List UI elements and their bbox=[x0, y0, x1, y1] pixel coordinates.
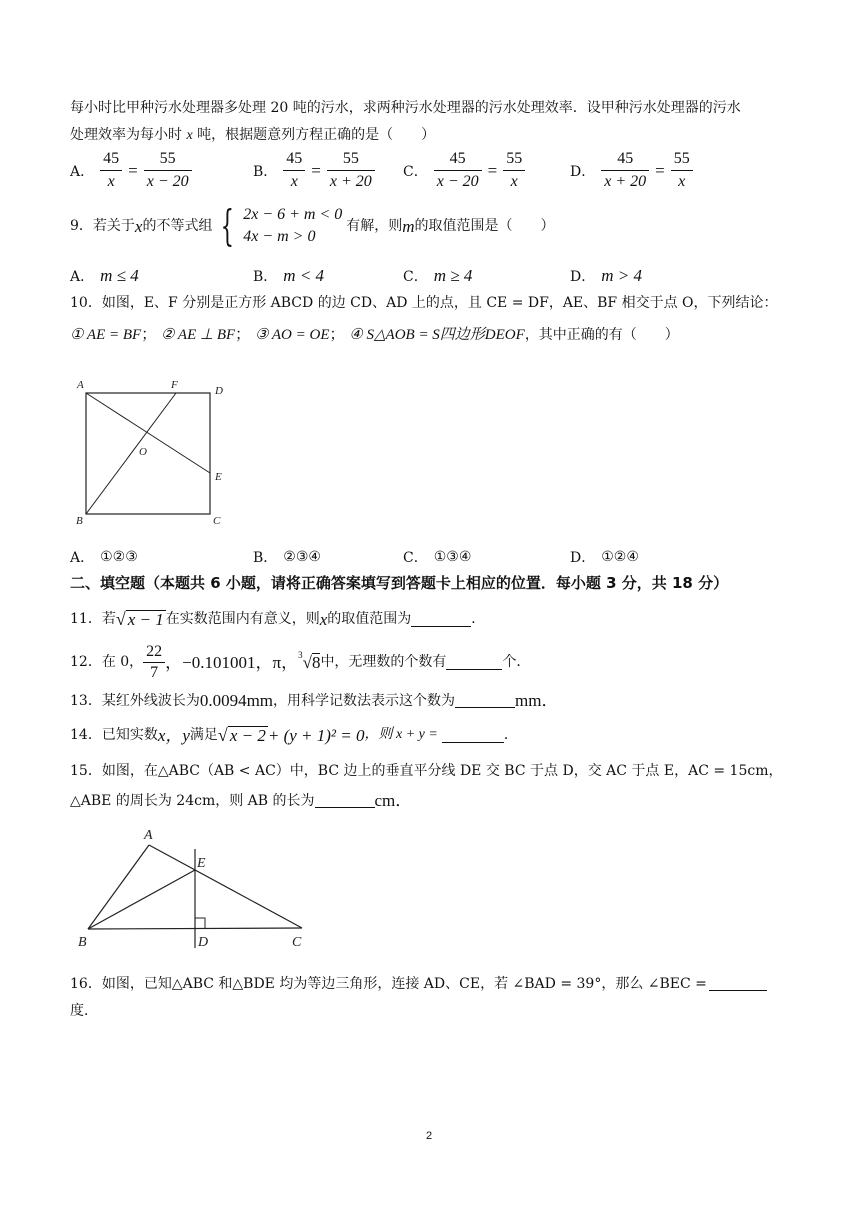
label-a: A bbox=[77, 379, 84, 391]
q11-var-x: x bbox=[319, 609, 328, 629]
option-label: C． bbox=[403, 163, 428, 180]
radical-icon: √ bbox=[302, 652, 312, 672]
label-d: D bbox=[215, 385, 223, 397]
q15-unit: cm． bbox=[374, 791, 413, 810]
q15-line2 bbox=[70, 792, 412, 809]
numerator: 45 bbox=[283, 150, 305, 171]
q13-unit: mm． bbox=[515, 691, 559, 710]
radical-icon: √ bbox=[115, 609, 126, 629]
label-e: E bbox=[197, 856, 206, 871]
q14-radicand: x − 2 bbox=[229, 726, 266, 745]
label-e: E bbox=[215, 471, 222, 483]
option-value: m < 4 bbox=[283, 266, 325, 285]
q9-var-m: m bbox=[402, 216, 415, 236]
conclusion-2: ② AE ⊥ BF bbox=[161, 327, 236, 343]
q9-option-c[interactable] bbox=[403, 266, 472, 286]
q11-post: 的取值范围为 bbox=[327, 611, 412, 627]
numerator: 55 bbox=[503, 150, 525, 171]
equals-sign: = bbox=[487, 160, 498, 180]
q9-pre: 9．若关于 bbox=[70, 218, 135, 234]
q11 bbox=[70, 610, 485, 628]
q12-post: 中，无理数的个数有 bbox=[320, 654, 447, 670]
section-heading: 二、填空题（本题共 6 小题，请将正确答案填写到答题卡上相应的位置．每小题 3 分，共 18 分） bbox=[70, 574, 729, 592]
option-value: ①③④ bbox=[433, 549, 472, 565]
q11-end: ． bbox=[471, 611, 486, 627]
option-value: m > 4 bbox=[601, 266, 642, 285]
label-o: O bbox=[139, 446, 147, 458]
brace-icon: { bbox=[221, 201, 235, 250]
numerator: 55 bbox=[144, 150, 192, 171]
label-d: D bbox=[198, 935, 209, 950]
answer-blank[interactable] bbox=[446, 655, 502, 670]
q11-mid: 在实数范围内有意义，则 bbox=[165, 611, 320, 627]
q16-line1 bbox=[70, 976, 767, 991]
q8-option-d[interactable] bbox=[570, 150, 693, 191]
q10-option-a[interactable] bbox=[70, 547, 138, 567]
denominator: x bbox=[290, 173, 298, 190]
numerator: 45 bbox=[434, 150, 482, 171]
q13 bbox=[70, 692, 558, 709]
separator: ； bbox=[141, 325, 157, 343]
q16-line1-pre: 16．如图，已知△ABC 和△BDE 均为等边三角形，连接 AD、CE，若 ∠BAD = 39°，那么 ∠BEC = bbox=[70, 975, 707, 992]
separator: ； bbox=[235, 325, 251, 343]
q14-end: ． bbox=[503, 727, 518, 743]
q12-radicand: 8 bbox=[311, 653, 321, 672]
option-label: A． bbox=[70, 163, 95, 180]
q10-tail: ，其中正确的有（ ） bbox=[524, 327, 679, 343]
q8-line2-post: 吨，根据题意列方程正确的是（ ） bbox=[192, 127, 436, 143]
q11-pre: 11．若 bbox=[70, 611, 116, 627]
segment-be bbox=[88, 870, 195, 929]
q13-mid: ，用科学记数法表示这个数为 bbox=[273, 692, 456, 709]
answer-blank[interactable] bbox=[709, 976, 767, 991]
denominator: x + 20 bbox=[604, 173, 647, 190]
denominator: x bbox=[678, 173, 686, 190]
fraction bbox=[671, 150, 693, 191]
q9-options bbox=[70, 266, 790, 286]
q10-option-d[interactable] bbox=[570, 547, 639, 567]
q10-stem-line1: 10．如图，E、F 分别是正方形 ABCD 的边 CD、AD 上的点，且 CE = DF，AE、BF 相交于点 O，下列结论： bbox=[70, 295, 778, 311]
q9-option-b[interactable] bbox=[253, 266, 324, 286]
denominator: 7 bbox=[150, 663, 159, 681]
equals-sign: = bbox=[128, 160, 138, 180]
numerator: 22 bbox=[143, 644, 165, 663]
denominator: x bbox=[107, 173, 115, 190]
fraction bbox=[503, 150, 525, 191]
q8-option-a[interactable] bbox=[70, 150, 192, 191]
q9-mid: 的不等式组 bbox=[142, 218, 213, 234]
label-a: A bbox=[144, 828, 153, 843]
option-label: D． bbox=[570, 163, 596, 180]
q10-option-b[interactable] bbox=[253, 547, 321, 567]
option-label: C． bbox=[403, 269, 428, 285]
denominator: x bbox=[510, 173, 518, 190]
label-c: C bbox=[292, 935, 302, 950]
q9-stem bbox=[70, 203, 555, 249]
q13-pre: 13．某红外线波长为 bbox=[70, 692, 200, 709]
q14-mid: 满足 bbox=[189, 727, 218, 743]
q8-options bbox=[70, 150, 790, 190]
option-label: A． bbox=[70, 269, 95, 285]
answer-blank[interactable] bbox=[442, 728, 504, 743]
q14 bbox=[70, 726, 518, 744]
inequality-system bbox=[243, 207, 342, 245]
numerator: 55 bbox=[671, 150, 693, 171]
q15-line2-pre: △ABE 的周长为 24cm，则 AB 的长为 bbox=[70, 792, 315, 809]
option-label: B． bbox=[253, 550, 278, 566]
q8-var-x: x bbox=[186, 128, 193, 143]
fraction bbox=[100, 150, 122, 191]
option-label: C． bbox=[403, 550, 428, 566]
q12-end: 个． bbox=[502, 654, 531, 670]
inequality-1: 2x − 6 + m < 0 bbox=[243, 206, 343, 223]
q8-line2-pre: 处理效率为每小时 bbox=[70, 127, 187, 143]
q10-conclusions bbox=[70, 327, 679, 343]
numerator: 45 bbox=[100, 150, 122, 171]
option-value: ①②③ bbox=[100, 549, 138, 565]
q9-post: 有解，则 bbox=[346, 218, 403, 234]
option-value: m ≥ 4 bbox=[433, 266, 473, 285]
page-number: 2 bbox=[426, 1130, 433, 1142]
fraction bbox=[283, 150, 305, 191]
square-abcd bbox=[86, 393, 210, 514]
numerator: 55 bbox=[327, 150, 375, 171]
option-label: B． bbox=[253, 163, 278, 180]
q15-triangle-figure bbox=[70, 824, 320, 954]
segment-bf bbox=[86, 393, 176, 514]
q10-option-c[interactable] bbox=[403, 547, 471, 567]
q14-pre: 14．已知实数 bbox=[70, 727, 158, 743]
root-index: 3 bbox=[298, 649, 303, 660]
option-label: D． bbox=[570, 550, 596, 566]
segment-ac bbox=[149, 845, 302, 928]
q16-line2: 度． bbox=[70, 1003, 98, 1019]
label-f: F bbox=[171, 379, 178, 391]
option-value: ②③④ bbox=[283, 549, 321, 565]
label-c: C bbox=[213, 515, 221, 527]
segment-ae bbox=[86, 393, 210, 473]
right-angle-mark bbox=[195, 918, 205, 928]
fraction bbox=[144, 150, 192, 191]
answer-blank[interactable] bbox=[455, 693, 515, 708]
separator: ； bbox=[329, 325, 345, 343]
q10-square-figure bbox=[70, 372, 240, 532]
q8-text-line2 bbox=[70, 128, 435, 143]
answer-blank[interactable] bbox=[315, 793, 375, 808]
segment-ab bbox=[88, 845, 149, 929]
fraction bbox=[143, 644, 165, 681]
fraction bbox=[327, 150, 375, 191]
equals-sign: = bbox=[311, 160, 321, 180]
q15-line1: 15．如图，在△ABC（AB < AC）中，BC 边上的垂直平分线 DE 交 BC 于点 D，交 AC 于点 E，AC = 15cm， bbox=[70, 763, 783, 779]
q12-pre: 12．在 0， bbox=[70, 654, 144, 670]
q11-radicand: x − 1 bbox=[127, 610, 164, 629]
conclusion-3: ③ AO = OE bbox=[254, 327, 330, 343]
q13-value: 0.0094mm bbox=[199, 691, 274, 710]
conclusion-1: ① AE = BF bbox=[70, 327, 142, 343]
conclusion-4: ④ S△AOB = S四边形DEOF bbox=[349, 327, 525, 343]
q14-vars: x，y bbox=[157, 725, 190, 745]
option-value: m ≤ 4 bbox=[100, 266, 139, 285]
fraction bbox=[601, 150, 649, 191]
q12-items: ，−0.101001，π， bbox=[165, 652, 299, 672]
q8-option-c[interactable] bbox=[403, 150, 525, 191]
radical-icon: √ bbox=[217, 725, 228, 745]
option-label: D． bbox=[570, 269, 596, 285]
q8-option-b[interactable] bbox=[253, 150, 375, 191]
q14-equation: + (y + 1)² = 0 bbox=[267, 725, 365, 745]
option-label: B． bbox=[253, 269, 278, 285]
option-label: A． bbox=[70, 550, 95, 566]
denominator: x − 20 bbox=[436, 173, 479, 190]
label-b: B bbox=[78, 935, 87, 950]
option-value: ①②④ bbox=[601, 549, 639, 565]
fraction bbox=[434, 150, 482, 191]
numerator: 45 bbox=[601, 150, 649, 171]
label-b: B bbox=[76, 515, 83, 527]
equals-sign: = bbox=[655, 160, 665, 180]
inequality-2: 4x − m > 0 bbox=[243, 228, 316, 245]
answer-blank[interactable] bbox=[411, 612, 471, 627]
q9-var-x: x bbox=[134, 216, 143, 236]
q12 bbox=[70, 640, 530, 684]
q9-option-d[interactable] bbox=[570, 266, 642, 286]
denominator: x − 20 bbox=[146, 173, 189, 190]
q9-option-a[interactable] bbox=[70, 266, 139, 286]
denominator: x + 20 bbox=[329, 173, 372, 190]
q8-text-line1: 每小时比甲种污水处理器多处理 20 吨的污水，求两种污水处理器的污水处理效率．设甲种污水处理器的污水 bbox=[70, 100, 741, 116]
q9-post2: 的取值范围是（ ） bbox=[414, 218, 555, 234]
q10-options bbox=[70, 547, 790, 567]
q14-post: ，则 x + y = bbox=[364, 727, 438, 742]
